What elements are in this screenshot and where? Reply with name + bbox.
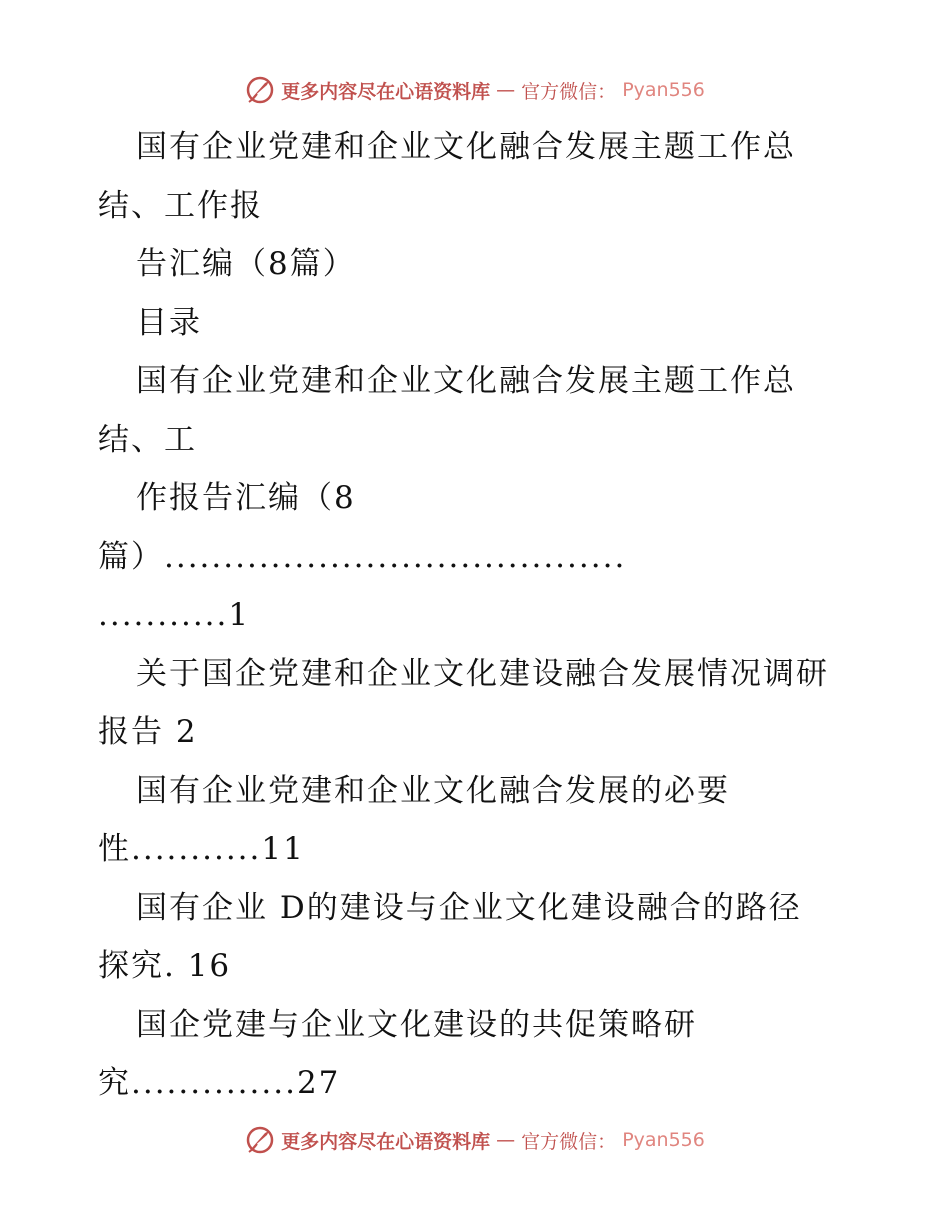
watermark-main-text: 更多内容尽在心语资料库 [281, 1130, 491, 1153]
document-line: 目录 [136, 304, 202, 341]
document-line: 篇）....................................... [98, 538, 627, 575]
document-line: 报告 2 [98, 714, 198, 750]
quill-logo-icon [245, 1125, 275, 1155]
document-line: 结、工 [98, 421, 197, 458]
document-body [98, 118, 858, 1113]
document-line: 性...........11 [98, 831, 305, 867]
document-line: 国有企业 D的建设与企业文化建设融合的路径 [136, 889, 802, 926]
document-line: 告汇编（8篇） [136, 246, 356, 282]
watermark-dash: — [496, 1129, 516, 1151]
watermark-contact-label: 官方微信： [521, 1130, 617, 1153]
document-line: 究..............27 [98, 1065, 341, 1101]
document-line: 作报告汇编（8 [136, 480, 356, 516]
quill-logo-icon [245, 75, 275, 105]
header-watermark [0, 70, 950, 110]
document-line: 国企党建与企业文化建设的共促策略研 [136, 1006, 697, 1043]
document-line: 探究. 16 [98, 948, 232, 984]
watermark-dash: — [496, 79, 516, 101]
document-line: 国有企业党建和企业文化融合发展主题工作总 [136, 363, 796, 399]
footer-watermark [0, 1120, 950, 1160]
watermark-handle: Pyan556 [622, 79, 705, 101]
document-line: ...........1 [98, 597, 251, 633]
watermark-main-text: 更多内容尽在心语资料库 [281, 80, 491, 103]
document-line: 国有企业党建和企业文化融合发展主题工作总 [136, 129, 796, 165]
watermark-contact-label: 官方微信： [521, 80, 617, 103]
watermark-handle: Pyan556 [622, 1129, 705, 1151]
document-line: 结、工作报 [98, 187, 263, 224]
document-line: 国有企业党建和企业文化融合发展的必要 [136, 772, 730, 809]
document-line: 关于国企党建和企业文化建设融合发展情况调研 [136, 655, 829, 692]
